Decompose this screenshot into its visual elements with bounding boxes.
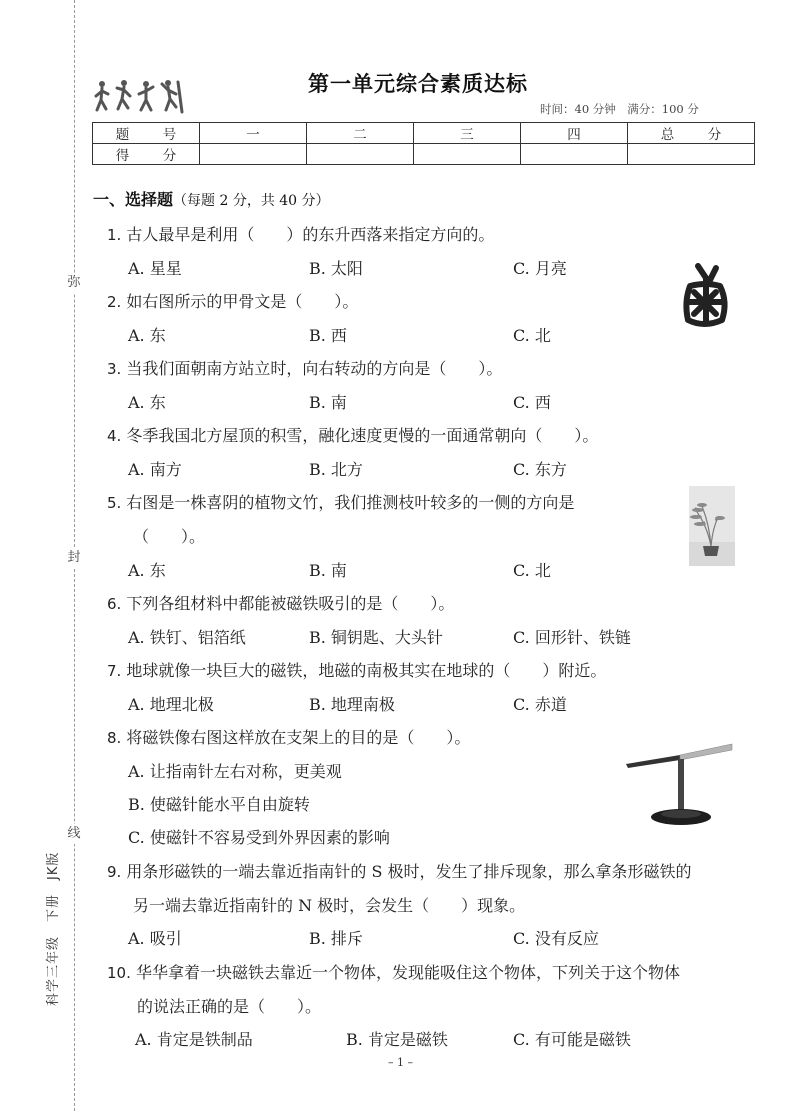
question-number: 3. [107, 360, 122, 378]
question-number: 7. [107, 662, 122, 680]
option-c[interactable]: C. 西 [513, 393, 551, 412]
score-header-cell: 一 [200, 123, 307, 144]
page-title: 第一单元综合素质达标 [308, 71, 528, 96]
option-c[interactable]: C. 赤道 [513, 695, 567, 714]
question-number: 6. [107, 595, 122, 613]
question-number: 10. [107, 964, 131, 982]
option-a[interactable]: A. 南方 [128, 460, 182, 479]
section-heading [93, 187, 330, 210]
question-number: 5. [107, 494, 122, 512]
score-cell[interactable] [414, 144, 521, 165]
question-text: 冬季我国北方屋顶的积雪，融化速度更慢的一面通常朝向（ ）。 [126, 426, 599, 445]
question-10 [107, 960, 680, 983]
option-c[interactable]: C. 使磁针不容易受到外界因素的影响 [128, 828, 390, 847]
option-a[interactable]: A. 东 [128, 393, 166, 412]
question-4 [107, 423, 598, 446]
question-text: 如右图所示的甲骨文是（ ）。 [126, 292, 359, 311]
score-header-cell: 总 分 [628, 123, 755, 144]
question-3 [107, 356, 502, 379]
magnet-needle-stand-image [622, 738, 736, 830]
question-text: 当我们面朝南方站立时，向右转动的方向是（ ）。 [126, 359, 503, 378]
question-text: 用条形磁铁的一端去靠近指南针的 S 极时，发生了排斥现象，那么拿条形磁铁的 [126, 862, 692, 881]
question-8 [107, 725, 470, 748]
question-text: 地球就像一块巨大的磁铁，地磁的南极其实在地球的（ ）附近。 [126, 661, 607, 680]
option-b[interactable]: B. 南 [309, 561, 347, 580]
question-number: 1. [107, 226, 122, 244]
option-a[interactable]: A. 肯定是铁制品 [135, 1030, 253, 1049]
score-cell[interactable] [307, 144, 414, 165]
question-5-continuation: （ ）。 [133, 527, 206, 546]
question-2 [107, 289, 358, 312]
option-c[interactable]: C. 北 [513, 326, 551, 345]
question-text: 华华拿着一块磁铁去靠近一个物体，发现能吸住这个物体，下列关于这个物体 [135, 963, 680, 982]
binding-char-xian: 线 [65, 824, 83, 844]
option-b[interactable]: B. 西 [309, 326, 347, 345]
question-text: 古人最早是利用（ ）的东升西落来指定方向的。 [126, 225, 495, 244]
question-text: 将磁铁像右图这样放在支架上的目的是（ ）。 [126, 728, 471, 747]
option-b[interactable]: B. 太阳 [309, 259, 363, 278]
oracle-bone-glyph-image [676, 262, 734, 334]
page-number: – 1 – [388, 1056, 413, 1069]
question-7 [107, 658, 606, 681]
question-number: 4. [107, 427, 122, 445]
question-9-continuation: 另一端去靠近指南针的 N 极时，会发生（ ）现象。 [133, 896, 526, 915]
option-c[interactable]: C. 月亮 [513, 259, 567, 278]
score-table [92, 122, 755, 165]
option-a[interactable]: A. 东 [128, 326, 166, 345]
binding-char-mi: 弥 [65, 273, 83, 293]
score-row-label: 得 分 [93, 144, 200, 165]
score-header-cell: 三 [414, 123, 521, 144]
question-9 [107, 859, 692, 882]
option-a[interactable]: A. 吸引 [128, 929, 182, 948]
score-table-header-row [93, 123, 755, 144]
option-a[interactable]: A. 地理北极 [128, 695, 214, 714]
option-b[interactable]: B. 南 [309, 393, 347, 412]
option-c[interactable]: C. 东方 [513, 460, 567, 479]
question-text: 下列各组材料中都能被磁铁吸引的是（ ）。 [126, 594, 455, 613]
score-cell[interactable] [628, 144, 755, 165]
option-c[interactable]: C. 有可能是磁铁 [513, 1030, 631, 1049]
option-b[interactable]: B. 使磁针能水平自由旋转 [128, 795, 310, 814]
asparagus-fern-image [689, 486, 735, 566]
score-header-cell: 二 [307, 123, 414, 144]
section-note: （每题 2 分，共 40 分） [173, 193, 330, 209]
option-b[interactable]: B. 地理南极 [309, 695, 395, 714]
score-header-cell: 题 号 [93, 123, 200, 144]
question-1 [107, 222, 494, 245]
option-c[interactable]: C. 没有反应 [513, 929, 599, 948]
spine-text: 科学三年级 下册 JK版 [46, 851, 61, 1006]
option-b[interactable]: B. 排斥 [309, 929, 363, 948]
binding-char-feng: 封 [65, 548, 83, 568]
option-a[interactable]: A. 让指南针左右对称，更美观 [128, 762, 342, 781]
question-6 [107, 591, 454, 614]
option-a[interactable]: A. 铁钉、铝箔纸 [128, 628, 246, 647]
section-title: 一、选择题 [93, 190, 174, 209]
option-b[interactable]: B. 北方 [309, 460, 363, 479]
time-info: 时间：40 分钟 满分：100 分 [540, 102, 699, 116]
question-text: 右图是一株喜阴的植物文竹，我们推测枝叶较多的一侧的方向是 [126, 493, 575, 512]
running-figures-logo [94, 78, 186, 114]
option-b[interactable]: B. 肯定是磁铁 [346, 1030, 448, 1049]
question-number: 2. [107, 293, 122, 311]
question-5 [107, 490, 574, 513]
question-number: 8. [107, 729, 122, 747]
option-a[interactable]: A. 东 [128, 561, 166, 580]
question-number: 9. [107, 863, 122, 881]
score-cell[interactable] [200, 144, 307, 165]
score-header-cell: 四 [521, 123, 628, 144]
question-10-continuation: 的说法正确的是（ ）。 [137, 997, 322, 1016]
option-c[interactable]: C. 北 [513, 561, 551, 580]
score-table-score-row [93, 144, 755, 165]
option-c[interactable]: C. 回形针、铁链 [513, 628, 631, 647]
option-b[interactable]: B. 铜钥匙、大头针 [309, 628, 443, 647]
score-cell[interactable] [521, 144, 628, 165]
option-a[interactable]: A. 星星 [128, 259, 182, 278]
